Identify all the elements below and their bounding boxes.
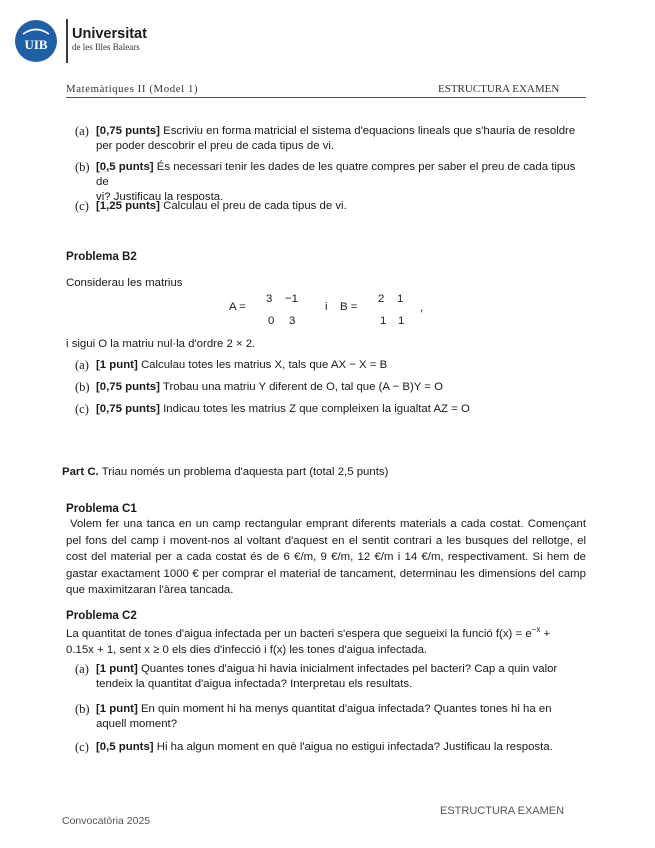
problem-b2-title: Problema B2 [66, 250, 137, 263]
matrix-b-cell: 1 [380, 315, 387, 327]
matrix-b-cell: 1 [397, 293, 404, 305]
header-subject: Matemàtiques II (Model 1) [66, 83, 199, 95]
item-label: (a) [75, 358, 89, 372]
item-points: [0,5 punts] [96, 161, 154, 173]
matrix-b-label: B = [340, 301, 358, 313]
item-points: [0,5 punts] [96, 741, 154, 753]
item-text: És necessari tenir les dades de les quatre compres per saber el preu de cada tipus de [96, 161, 576, 188]
item-label: (c) [75, 199, 89, 213]
b2-after: i sigui O la matriu nul·la d'ordre 2 × 2. [66, 338, 256, 350]
list-item [66, 199, 586, 214]
matrix-a-cell: 3 [266, 293, 273, 305]
item-text: Trobau una matriu Y diferent de O, tal que (A − B)Y = O [162, 381, 443, 393]
part-c-text: Triau només un problema d'aquesta part (total 2,5 punts) [101, 466, 389, 478]
item-points: [1 punt] [96, 703, 138, 715]
item-label: (b) [75, 380, 90, 394]
c2-exponent: −x [531, 625, 541, 634]
list-item [66, 702, 586, 732]
item-text: Calculau el preu de cada tipus de vi. [163, 200, 347, 212]
matrix-a-cell: 3 [289, 315, 296, 327]
university-logo [15, 20, 57, 62]
item-text-cont: aquell moment? [96, 718, 178, 730]
c2-line1-end: + [540, 627, 551, 640]
item-text: En quin moment hi ha menys quantitat d'aigua infectada? Quantes tones hi ha en [140, 703, 552, 715]
item-label: (b) [75, 160, 90, 174]
logo-mark: UIB [24, 37, 48, 52]
matrix-comma: , [420, 302, 424, 314]
footer-doc-type: ESTRUCTURA EXAMEN [440, 805, 565, 817]
matrix-a-cell: −1 [285, 293, 298, 305]
item-points: [0,75 punts] [96, 381, 160, 393]
part-c-label: Part C. [62, 466, 99, 478]
item-points: [1,25 punts] [96, 200, 160, 212]
matrix-a-cell: 0 [268, 315, 275, 327]
list-item [66, 740, 586, 755]
item-text-cont: tendeix la quantitat d'aigua infectada? Interpretau els resultats. [96, 678, 413, 690]
logo-divider [66, 19, 68, 63]
item-points: [1 punt] [96, 663, 138, 675]
uib-emblem-icon [15, 20, 57, 62]
c2-line1: La quantitat de tones d'aigua infectada per un bacteri s'espera que segueixi la funció f(x) = e [66, 627, 532, 640]
matrix-b-cell: 1 [398, 315, 405, 327]
matrix-a-label: A = [229, 301, 246, 313]
b2-intro: Considerau les matrius [66, 277, 183, 289]
item-label: (a) [75, 124, 89, 138]
c1-text: Volem fer una tanca en un camp rectangular emprant diferents materials a cada costat. Començant pel fons del camp i movent-nos al voltant d'aquest en el sentit contrari a les busques del rellotge, el cost del material per a cada costat és de 6 €/m, 9 €/m, 12 €/m i 14 €/m, respectivament. Si hem de gastar exactament 1000 € per comprar el material de tancament, determinau les dimensions del camp que maximitzaran l'àrea tancada. [66, 518, 586, 596]
item-text: Quantes tones d'aigua hi havia inicialment infectades pel bacteri? Cap a quin valor [140, 663, 558, 675]
matrix-b-cell: 2 [378, 293, 385, 305]
list-item [66, 358, 586, 373]
list-item [66, 124, 586, 154]
item-label: (b) [75, 702, 90, 716]
part-c-heading [62, 466, 388, 478]
item-text-cont: vi? Justificau la resposta. [96, 191, 224, 203]
c2-text [66, 622, 586, 659]
footer-session: Convocatòria 2025 [62, 815, 151, 827]
list-item [66, 662, 586, 692]
list-item [66, 402, 586, 417]
problem-c1-title: Problema C1 [66, 502, 137, 515]
logo-subtitle: de les Illes Balears [72, 42, 140, 52]
item-text: Hi ha algun moment en què l'aigua no estigui infectada? Justificau la resposta. [156, 741, 553, 753]
item-points: [1 punt] [96, 359, 138, 371]
list-item [66, 380, 586, 395]
item-text: Calculau totes les matrius X, tals que AX − X = B [140, 359, 388, 371]
c2-line2: 0.15x + 1, sent x ≥ 0 els dies d'infecció i f(x) les tones d'aigua infectada. [66, 644, 428, 657]
problem-c2-title: Problema C2 [66, 609, 137, 622]
item-label: (a) [75, 662, 89, 676]
item-label: (c) [75, 402, 89, 416]
item-text: Indicau totes les matrius Z que compleixen la igualtat AZ = O [163, 403, 470, 415]
conjunction: i [325, 301, 328, 313]
item-label: (c) [75, 740, 89, 754]
logo-title: Universitat [72, 26, 147, 42]
header-rule [66, 97, 586, 98]
item-points: [0,75 punts] [96, 125, 160, 137]
header-doc-type: ESTRUCTURA EXAMEN [438, 83, 560, 95]
item-points: [0,75 punts] [96, 403, 160, 415]
item-text-cont: per poder descobrir el preu de cada tipus de vi. [96, 140, 335, 152]
item-text: Escriviu en forma matricial el sistema d'equacions lineals que s'hauria de resoldre [163, 125, 576, 137]
